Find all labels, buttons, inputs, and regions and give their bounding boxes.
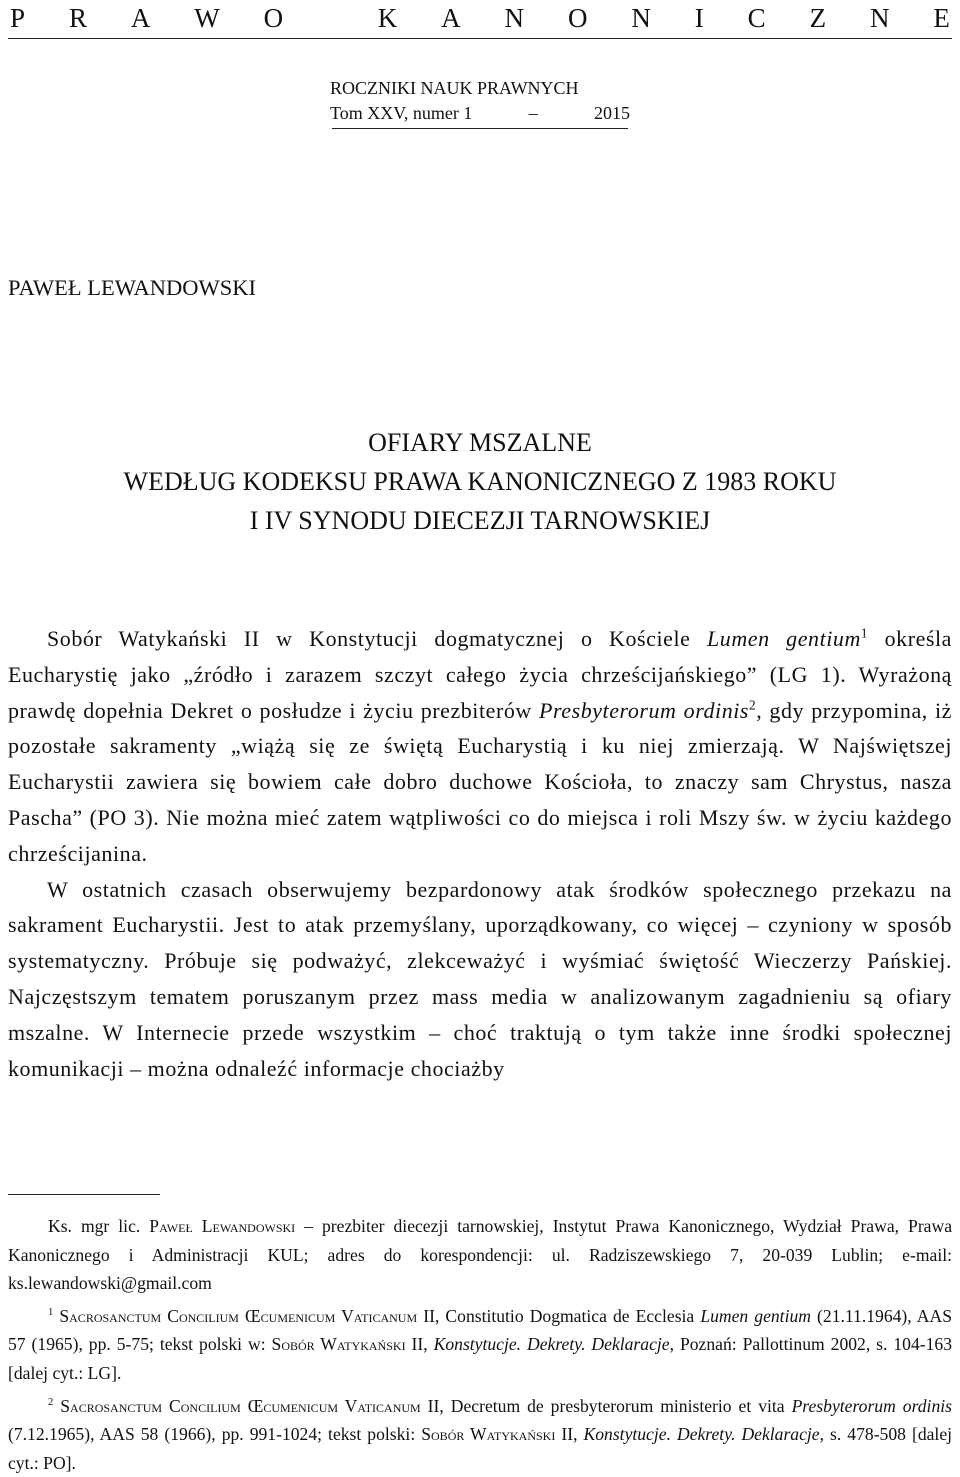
text-smallcaps: Paweł Lewandowski	[149, 1216, 296, 1236]
text-run: , s. 478-508 [dalej cyt.: PO].	[8, 1424, 953, 1473]
title-line: I IV SYNODU DIECEZJI TARNOWSKIEJ	[249, 506, 711, 535]
text-run: Sobór Watykański II w Konstytucji dogmatycznej o Kościele	[47, 626, 707, 651]
journal-name: ROCZNIKI NAUK PRAWNYCH	[330, 78, 579, 98]
text-italic: Lumen gentium	[706, 626, 861, 651]
footnote-ref: 1	[860, 625, 869, 641]
text-run: ,	[573, 1424, 584, 1445]
footnote-number: 2	[48, 1396, 54, 1408]
text-run: – prezbiter diecezji tarnowskiej, Instytut Prawa Kanonicznego, Wydział Prawa, Prawa Kanonicznego i Administracji KUL; adres do korespondencji: ul. Radziszewskiego 7, 20-039 Lublin; e-mail: ks.lewandowski@gmail.com	[8, 1216, 953, 1294]
text-run: Ks. mgr lic.	[48, 1216, 150, 1236]
journal-rule	[332, 128, 628, 129]
footnote-2	[8, 1392, 952, 1477]
footnote-rule	[8, 1194, 160, 1195]
header-letter: N	[869, 2, 890, 33]
text-smallcaps: Sobór Watykański II	[271, 1334, 424, 1355]
header-letter: A	[130, 2, 151, 33]
header-letter: K	[377, 2, 398, 33]
footnote-ref: 2	[749, 697, 757, 713]
journal-dash: –	[528, 103, 538, 123]
text-italic: Presbyterorum ordinis	[791, 1395, 952, 1416]
journal-volume-line	[330, 101, 630, 126]
text-run: , Decretum de presbyterorum ministerio et vita	[439, 1395, 792, 1416]
header-letter: A	[441, 2, 461, 33]
text-run: , Poznań: Pallottinum 2002, s. 104-163 [dalej cyt.: LG].	[8, 1334, 953, 1383]
paragraph	[8, 621, 952, 872]
paragraph: W ostatnich czasach obserwujemy bezpardonowy atak środków społecznego przekazu na sakrament Eucharystii. Jest to atak przemyślany, uporządkowany, co więcej – czyniony w sposób systematyczny. Próbuje się podważyć, zlekceważyć i wyśmiać świętość Wieczerzy Pańskiej. Najczęstszym tematem poruszanym przez mass media w analizowanym zagadnieniu są ofiary mszalne. W Internecie przede wszystkim – choć traktują o tym także inne środki społecznej komunikacji – można odnaleźć informacje chociażby	[8, 876, 952, 1081]
header-letter: N	[504, 2, 525, 33]
text-smallcaps: Sobór Watykański II	[421, 1424, 574, 1445]
header-letter: O	[263, 2, 284, 33]
header-letter: O	[567, 2, 588, 33]
text-run: , gdy przypomina, iż pozostałe sakramenty „wiążą się ze świętą Eucharystią i ku niej zmierzają. W Najświętszej Eucharystii zawiera się bowiem całe dobro duchowe Kościoła, to znaczy sam Chrystus, nasza Pascha” (PO 3). Nie można mieć zatem wątpliwości co do miejsca i roli Mszy św. w życiu każdego chrześcijanina.	[8, 697, 952, 866]
header-letter: C	[747, 2, 766, 33]
journal-volume: Tom XXV, numer 1	[330, 103, 473, 123]
title-line: OFIARY MSZALNE	[368, 428, 592, 457]
text-smallcaps: Sacrosanctum Concilium Œcumenicum Vaticanum II	[60, 1395, 440, 1416]
footnote-1	[8, 1302, 952, 1388]
journal-info	[330, 76, 630, 126]
header-letter: R	[68, 2, 87, 33]
text-run: określa Eucharystię jako „źródło i zarazem szczyt całego życia chrześcijańskiego” (LG 1). Wyrażoną prawdę dopełnia Dekret o posłudze i życiu prezbiterów	[8, 626, 952, 723]
text-run: ,	[423, 1334, 434, 1355]
header-letter: W	[194, 2, 220, 33]
header-letter: I	[694, 2, 704, 33]
header-rule	[8, 38, 952, 39]
title-line: WEDŁUG KODEKSU PRAWA KANONICZNEGO Z 1983 ROKU	[123, 467, 837, 496]
text-run: , Constitutio Dogmatica de Ecclesia	[434, 1305, 701, 1326]
header-letter	[327, 3, 334, 34]
text-italic: Konstytucje. Dekrety. Deklaracje	[433, 1334, 670, 1355]
body-text	[8, 621, 952, 1086]
text-italic: Presbyterorum ordinis	[538, 697, 750, 723]
header-letter: P	[10, 2, 26, 33]
author-footnote	[8, 1212, 952, 1298]
header-letter: N	[631, 2, 651, 33]
journal-year: 2015	[594, 103, 630, 123]
header-letter: Z	[809, 2, 827, 33]
running-header	[10, 2, 950, 34]
footnote-number: 1	[48, 1306, 54, 1318]
author-name: PAWEŁ LEWANDOWSKI	[8, 275, 256, 300]
text-smallcaps: Sacrosanctum Concilium Œcumenicum Vaticanum II	[59, 1305, 435, 1326]
text-italic: Lumen gentium	[700, 1305, 811, 1326]
text-italic: Konstytucje. Dekrety. Deklaracje	[583, 1424, 820, 1445]
header-letter: E	[933, 2, 950, 33]
footnotes	[8, 1212, 952, 1477]
text-run: (7.12.1965), AAS 58 (1966), pp. 991-1024; tekst polski:	[8, 1424, 422, 1445]
article-title	[0, 423, 960, 540]
text-run: (21.11.1964), AAS 57 (1965), pp. 5-75; tekst polski w:	[8, 1305, 952, 1355]
